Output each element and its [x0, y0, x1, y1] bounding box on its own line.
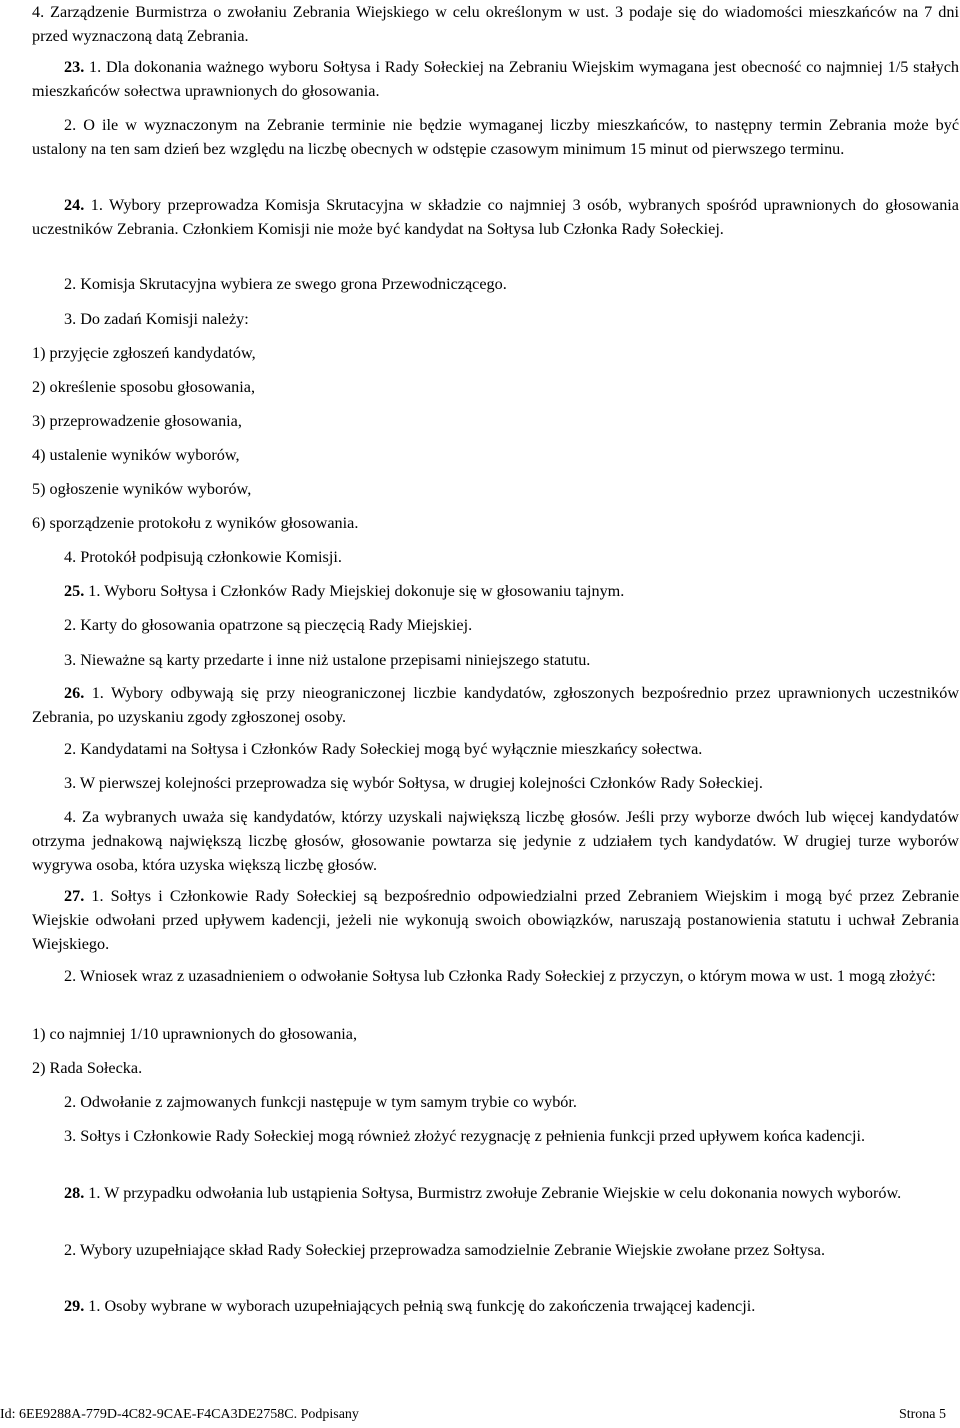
- section-29-point-1: [64, 1294, 755, 1318]
- section-text: 1. W przypadku odwołania lub ustąpienia Sołtysa, Burmistrz zwołuje Zebranie Wiejskie w celu dokonania nowych wyborów.: [88, 1184, 902, 1202]
- list-item: 1) przyjęcie zgłoszeń kandydatów,: [32, 344, 256, 362]
- list-item: 1) co najmniej 1/10 uprawnionych do głosowania,: [32, 1025, 358, 1043]
- section-number: 27.: [64, 887, 85, 905]
- list-item: 2) Rada Sołecka.: [32, 1059, 143, 1077]
- list-item: 4) ustalenie wyników wyborów,: [32, 446, 240, 464]
- list-item: 2) określenie sposobu głosowania,: [32, 378, 255, 396]
- list-item: 3) przeprowadzenie głosowania,: [32, 412, 242, 430]
- section-text: 1. Dla dokonania ważnego wyboru Sołtysa i Rady Sołeckiej na Zebraniu Wiejskim wymagana jest obecność co najmniej 1/5 stałych mieszkańców sołectwa uprawnionych do głosowania.: [32, 58, 960, 100]
- footer-document-id: Id: 6EE9288A-779D-4C82-9CAE-F4CA3DE2758C. Podpisany: [0, 1407, 359, 1422]
- section-25-point-1: [64, 579, 624, 603]
- section-25-point-3: 3. Nieważne są karty przedarte i inne niż ustalone przepisami niniejszego statutu.: [64, 651, 591, 669]
- section-number: 29.: [64, 1297, 85, 1315]
- section-26-point-4: 4. Za wybranych uważa się kandydatów, którzy uzyskali największą liczbę głosów. Jeśli przy wyborze dwóch lub więcej kandydatów otrzyma jednakową największą liczbę głosów, głosowanie powtarza się jedynie z udziałem tych kandydatów. W drugiej turze wyborów wygrywa osoba, która uzyska większą liczbę głosów.: [32, 808, 959, 874]
- section-26-point-2: 2. Kandydatami na Sołtysa i Członków Rady Sołeckiej mogą być wyłącznie mieszkańcy sołectwa.: [64, 740, 703, 758]
- section-text: 1. Wybory odbywają się przy nieograniczonej liczbie kandydatów, zgłoszonych bezpośrednio przez uprawnionych uczestników Zebrania, po uzyskaniu zgody zgłoszonej osoby.: [32, 684, 960, 726]
- list-item: 5) ogłoszenie wyników wyborów,: [32, 480, 252, 498]
- section-23-point-2: 2. O ile w wyznaczonym na Zebranie terminie nie będzie wymaganej liczby mieszkańców, to następny termin Zebrania może być ustalony na ten sam dzień bez względu na liczbę obecnych w odstępie czasowym minimum 15 minut od pierwszego terminu.: [32, 116, 959, 158]
- paragraph-22-4: 4. Zarządzenie Burmistrza o zwołaniu Zebrania Wiejskiego w celu określonym w ust. 3 podaje się do wiadomości mieszkańców na 7 dni przed wyznaczoną datą Zebrania.: [32, 3, 959, 45]
- section-number: 28.: [64, 1184, 85, 1202]
- section-28-point-2: 2. Wybory uzupełniające skład Rady Sołeckiej przeprowadza samodzielnie Zebranie Wiejskie zwołane przez Sołtysa.: [64, 1241, 826, 1259]
- section-number: 24.: [64, 196, 85, 214]
- section-text: 1. Osoby wybrane w wyborach uzupełniających pełnią swą funkcję do zakończenia trwającej kadencji.: [88, 1297, 756, 1315]
- section-24-point-3: 3. Do zadań Komisji należy:: [64, 310, 249, 328]
- section-25-point-2: 2. Karty do głosowania opatrzone są pieczęcią Rady Miejskiej.: [64, 616, 473, 634]
- section-number: 26.: [64, 684, 85, 702]
- section-27-point-2: 2. Wniosek wraz z uzasadnieniem o odwołanie Sołtysa lub Członka Rady Sołeckiej z przyczyn, o którym mowa w ust. 1 mogą złożyć:: [64, 967, 936, 985]
- section-text: 1. Sołtys i Członkowie Rady Sołeckiej są bezpośrednio odpowiedzialni przed Zebraniem Wiejskim i mogą być przez Zebranie Wiejskie odwołani przed upływem kadencji, jeżeli nie wykonują swoich obowiązków, naruszają postanowienia statutu i uchwał Zebrania Wiejskiego.: [32, 887, 959, 953]
- section-27-point-2b: 2. Odwołanie z zajmowanych funkcji następuje w tym samym trybie co wybór.: [64, 1093, 577, 1111]
- section-number: 25.: [64, 582, 85, 600]
- list-item: 6) sporządzenie protokołu z wyników głosowania.: [32, 514, 359, 532]
- section-26-point-1: [32, 681, 959, 729]
- section-24-point-1: [32, 193, 959, 241]
- footer-page-number: Strona 5: [898, 1407, 946, 1422]
- section-text: 1. Wyboru Sołtysa i Członków Rady Miejskiej dokonuje się w głosowaniu tajnym.: [88, 582, 625, 600]
- section-23-point-1: [32, 55, 959, 103]
- section-number: 23.: [64, 58, 85, 76]
- section-text: 1. Wybory przeprowadza Komisja Skrutacyjna w składzie co najmniej 3 osób, wybranych spośród uprawnionych do głosowania uczestników Zebrania. Członkiem Komisji nie może być kandydat na Sołtysa lub Członka Rady Sołeckiej.: [32, 196, 959, 238]
- section-24-point-4: 4. Protokół podpisują członkowie Komisji.: [64, 548, 342, 566]
- section-28-point-1: [32, 1181, 959, 1205]
- section-24-point-2: 2. Komisja Skrutacyjna wybiera ze swego grona Przewodniczącego.: [64, 275, 507, 293]
- section-26-point-3: 3. W pierwszej kolejności przeprowadza się wybór Sołtysa, w drugiej kolejności Członków Rady Sołeckiej.: [64, 774, 763, 792]
- section-27-point-1: [32, 884, 959, 956]
- section-27-point-3: 3. Sołtys i Członkowie Rady Sołeckiej mogą również złożyć rezygnację z pełnienia funkcji przed upływem końca kadencji.: [64, 1127, 866, 1145]
